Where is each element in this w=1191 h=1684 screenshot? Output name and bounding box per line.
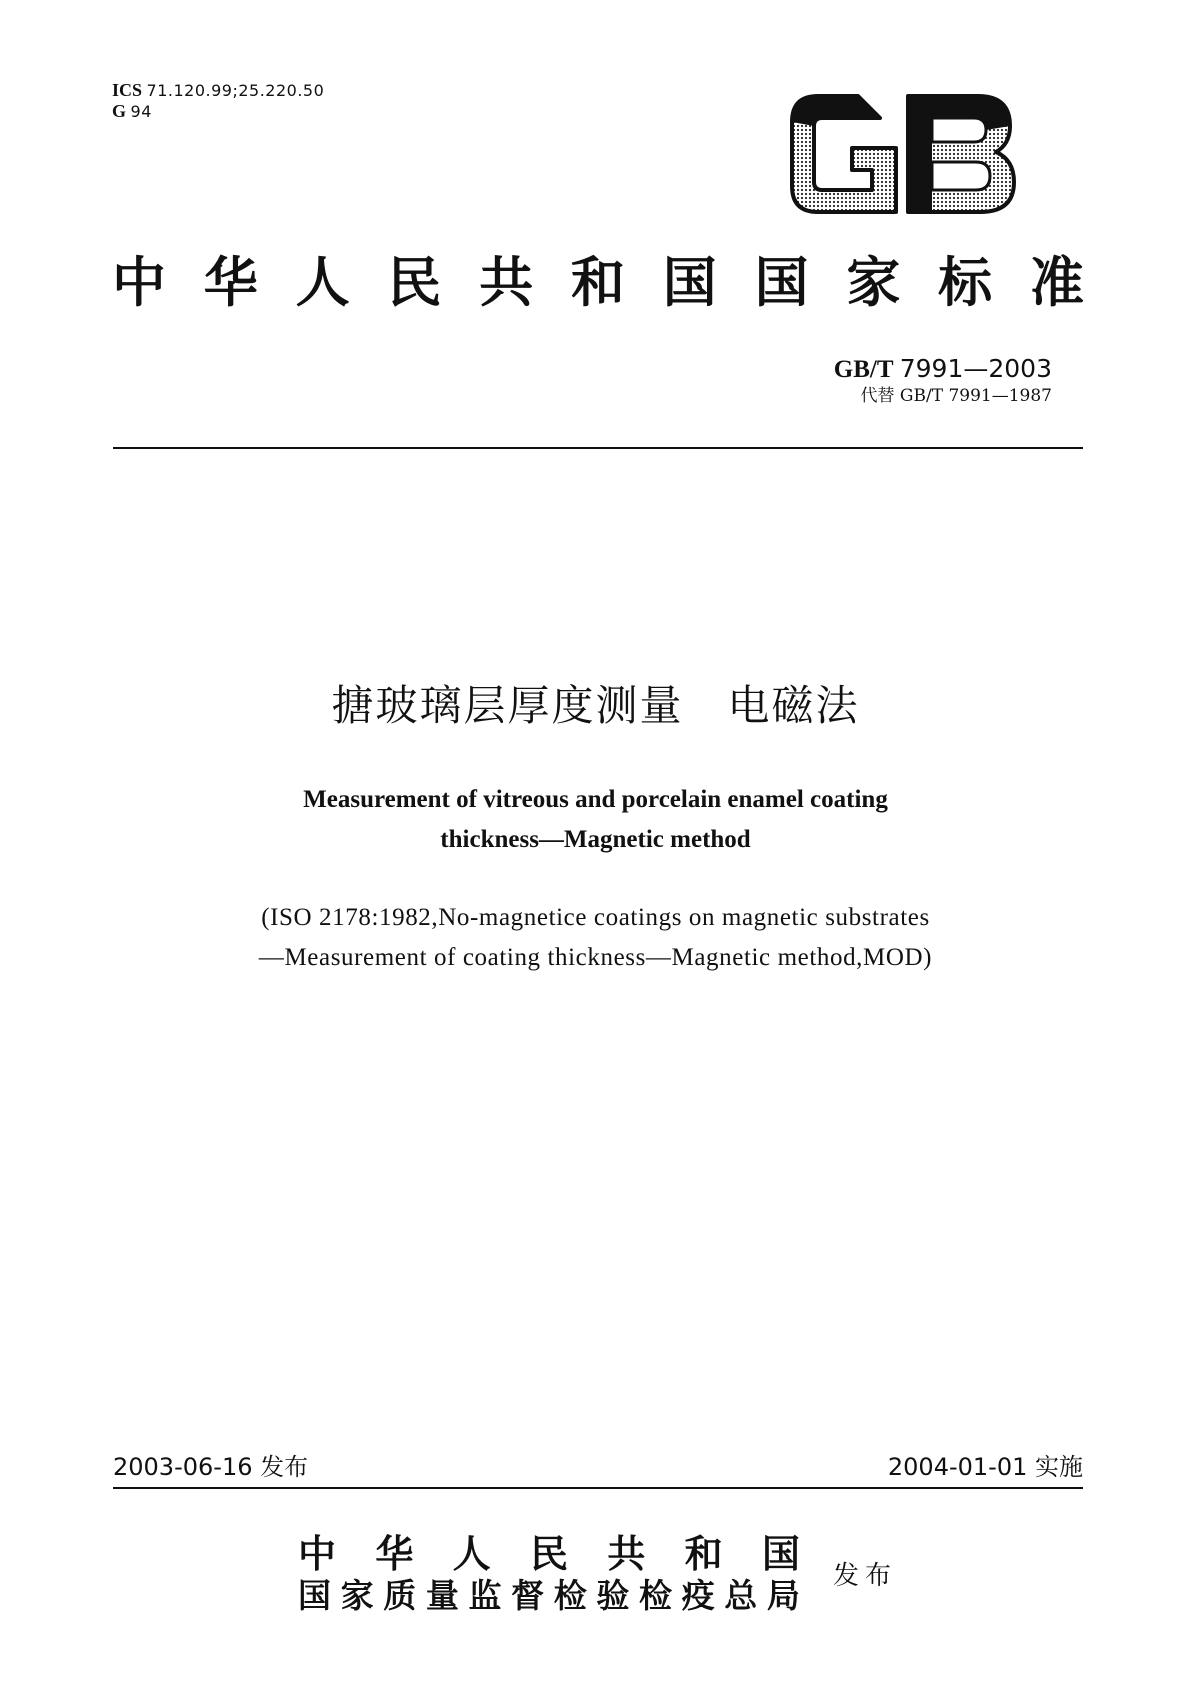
publisher-line-2-char: 检	[553, 1576, 587, 1615]
implementation-date: 2004-01-01 实施	[887, 1453, 1083, 1481]
publisher-line-2	[298, 1576, 800, 1616]
publisher-line-2-char: 疫	[681, 1576, 715, 1615]
publisher-line-2-char: 总	[724, 1576, 758, 1615]
publisher-line-2-char: 局	[766, 1576, 800, 1615]
national-title-char: 准	[1029, 250, 1084, 314]
ics-line	[112, 80, 324, 101]
national-title-char: 民	[387, 250, 442, 314]
national-title-char: 和	[570, 250, 625, 314]
publisher-block	[298, 1532, 800, 1616]
title-english-line-2: thickness—Magnetic method	[440, 826, 751, 853]
national-title-char: 家	[846, 250, 901, 314]
standard-number-block	[834, 354, 1052, 407]
ics-label: ICS	[112, 80, 143, 100]
publisher-line-2-char: 督	[511, 1576, 545, 1615]
iso-reference-line-1: (ISO 2178:1982,No-magnetice coatings on magnetic substrates	[261, 904, 930, 931]
iso-reference	[0, 898, 1191, 978]
publisher-line-1-char: 和	[684, 1531, 723, 1576]
top-divider	[113, 447, 1083, 449]
publisher-line-2-char: 量	[425, 1576, 459, 1615]
title-chinese: 搪玻璃层厚度测量 电磁法	[331, 681, 860, 730]
publisher-line-2-char: 监	[468, 1576, 502, 1615]
ccs-line	[112, 101, 324, 122]
ics-codes: 71.120.99;25.220.50	[146, 81, 325, 100]
standard-prefix: GB/T	[833, 356, 894, 383]
gb-logo-icon	[788, 92, 1018, 216]
national-title-char: 中	[112, 250, 166, 314]
publisher-line-2-char: 质	[383, 1576, 417, 1615]
publish-label: 发布	[833, 1561, 898, 1591]
publisher-line-1-char: 中	[298, 1531, 337, 1576]
iso-reference-line-2: —Measurement of coating thickness—Magnetic method,MOD)	[258, 944, 933, 971]
publisher-line-1	[298, 1532, 800, 1576]
publisher-line-1-char: 民	[529, 1531, 568, 1576]
national-title-char: 人	[295, 250, 350, 314]
national-title-char: 国	[662, 250, 717, 314]
dates-row	[113, 1450, 1083, 1484]
issue-date: 2003-06-16 发布	[113, 1453, 309, 1481]
standard-code: 7991—2003	[899, 354, 1052, 383]
national-title-char: 国	[754, 250, 809, 314]
publisher-line-1-char: 共	[607, 1531, 646, 1576]
replaces-standard: 代替 GB/T 7991—1987	[860, 386, 1052, 406]
publisher-line-1-char: 国	[761, 1531, 800, 1576]
title-english-line-1: Measurement of vitreous and porcelain enamel coating	[303, 786, 888, 813]
title-english	[0, 780, 1191, 860]
publisher-line-2-char: 国	[298, 1576, 331, 1615]
classification-codes	[112, 80, 324, 122]
bottom-divider	[113, 1487, 1083, 1489]
publisher-line-2-char: 检	[639, 1576, 672, 1615]
national-title-char: 共	[479, 250, 534, 314]
national-standard-title	[112, 250, 1084, 314]
ccs-code: 94	[130, 102, 152, 121]
national-title-char: 华	[203, 250, 258, 314]
publisher-line-2-char: 验	[596, 1576, 630, 1615]
ccs-label: G	[112, 101, 127, 121]
publisher-line-2-char: 家	[340, 1576, 374, 1615]
publisher-line-1-char: 华	[375, 1531, 414, 1576]
publisher-line-1-char: 人	[452, 1531, 491, 1576]
standard-number	[834, 354, 1052, 385]
national-title-char: 标	[938, 250, 993, 314]
